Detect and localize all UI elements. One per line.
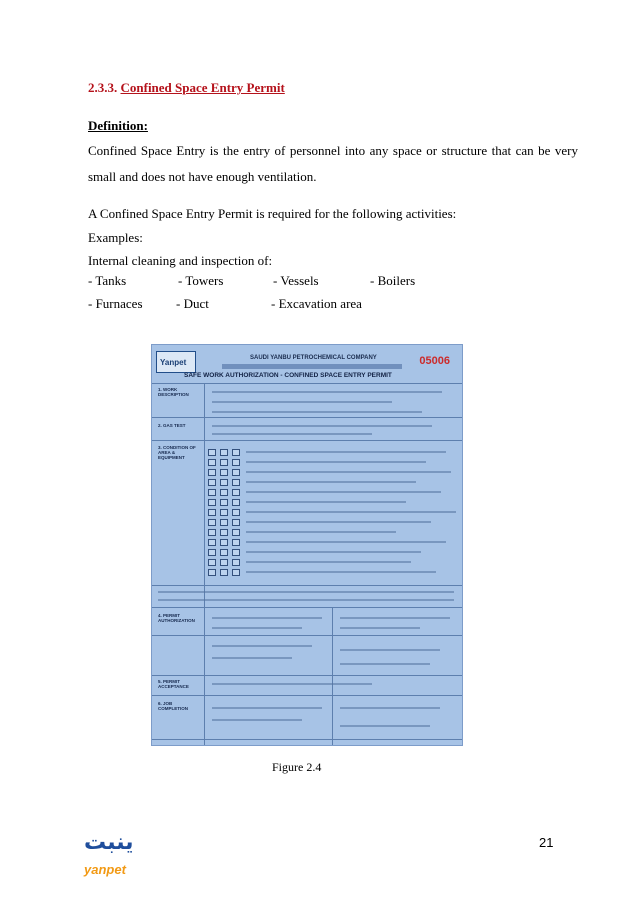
list-item: - Boilers xyxy=(370,273,416,288)
list-item: - Duct xyxy=(176,296,209,311)
list-item: - Towers xyxy=(178,273,224,288)
list-item: - Vessels xyxy=(273,273,319,288)
form-number: 05006 xyxy=(419,355,450,367)
form-company: SAUDI YANBU PETROCHEMICAL COMPANY xyxy=(250,355,377,361)
section-title: Confined Space Entry Permit xyxy=(120,80,285,95)
list-item: - Furnaces xyxy=(88,296,143,311)
intro-text: A Confined Space Entry Permit is required for the following activities: xyxy=(88,206,457,221)
examples-label: Examples: xyxy=(88,230,143,245)
list-item: - Tanks xyxy=(88,273,127,288)
yanpet-logo: Yanpet xyxy=(156,351,196,373)
definition-label: Definition: xyxy=(88,118,148,133)
form-title: SAFE WORK AUTHORIZATION - CONFINED SPACE ENTRY PERMIT xyxy=(184,372,392,379)
section-number: 2.3.3. xyxy=(88,80,118,95)
section-heading xyxy=(88,80,285,96)
figure-caption: Figure 2.4 xyxy=(272,760,322,774)
cleaning-label: Internal cleaning and inspection of: xyxy=(88,253,273,268)
page-number: 21 xyxy=(539,835,554,850)
definition-text: Confined Space Entry is the entry of personnel into any space or structure that can be very small and does not have enough ventilation. xyxy=(88,143,578,184)
list-item: - Excavation area xyxy=(271,296,362,311)
yanpet-footer-logo: ينبت yanpet xyxy=(84,830,134,877)
form-arabic-title xyxy=(222,364,402,369)
permit-form-image: Yanpet SAUDI YANBU PETROCHEMICAL COMPANY SAFE WORK AUTHORIZATION - CONFINED SPACE ENTRY PERMIT 05006 1. WORK DESCRIPTION 2. GAS TEST 3. CONDITION OF AREA & EQUIPMENT 4. PERMIT AUTHORIZATION 5. PERMIT ACCEPTANCE 6. JOB COMPLETION xyxy=(151,344,463,746)
